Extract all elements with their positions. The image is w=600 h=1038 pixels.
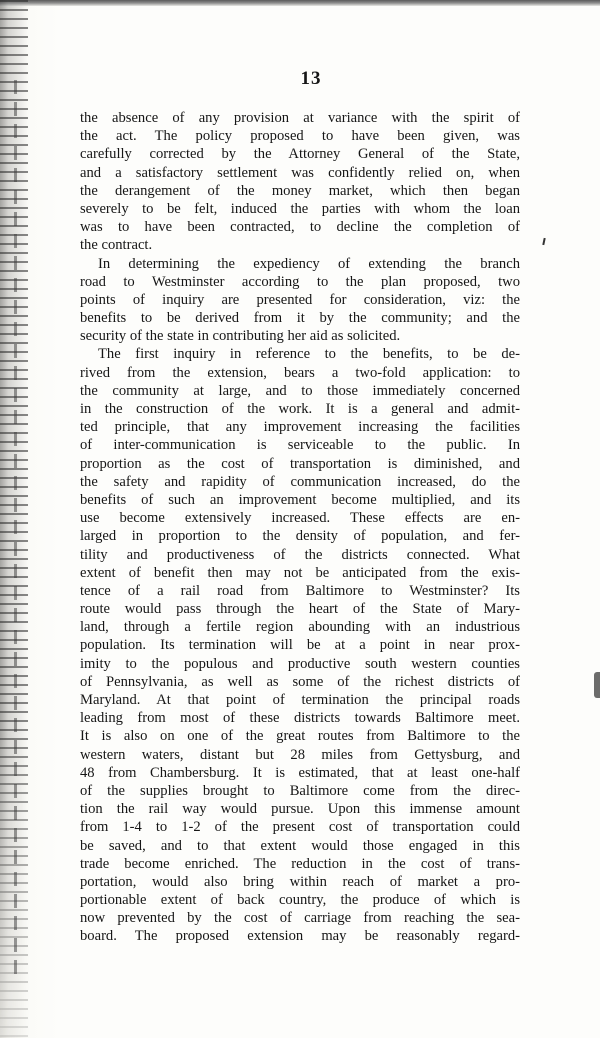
text-line: tence of a rail road from Baltimore to Westminster? Its	[80, 582, 520, 599]
text-line: board. The proposed extension may be reasonably regard-	[80, 928, 520, 945]
text-line: be saved, and to that extent would those engaged in this	[80, 837, 520, 854]
text-line: population. Its termination will be at a point in near prox-	[80, 637, 520, 654]
body-text	[80, 109, 520, 946]
text-line: Maryland. At that point of termination the principal roads	[80, 692, 520, 708]
text-line: the absence of any provision at variance with the spirit of	[80, 110, 520, 126]
text-line: In determining the expediency of extending the branch	[98, 255, 520, 272]
top-edge-rule	[0, 0, 600, 6]
text-line: The first inquiry in reference to the benefits, to be de-	[98, 346, 520, 363]
text-line: western waters, distant but 28 miles from Gettysburg, and	[80, 746, 520, 763]
text-line: extent of benefit then may not be anticipated from the exis-	[80, 564, 520, 581]
page-number: 13	[300, 68, 322, 89]
text-line: points of inquiry are presented for consideration, viz: the	[80, 291, 520, 308]
text-line: It is also on one of the great routes from Baltimore to the	[80, 728, 520, 745]
text-line: carefully corrected by the Attorney General of the State,	[80, 146, 520, 163]
text-line: now prevented by the cost of carriage from reaching the sea-	[80, 910, 520, 927]
text-line: from 1-4 to 1-2 of the present cost of transportation could	[80, 819, 520, 836]
text-line: ted principle, that any improvement increasing the facilities	[80, 419, 520, 436]
text-line: 48 from Chambersburg. It is estimated, that at least one-half	[80, 764, 520, 781]
text-line: route would pass through the heart of the State of Mary-	[80, 601, 520, 618]
stray-ink-mark	[542, 238, 545, 245]
text-line: imity to the populous and productive south western counties	[80, 655, 520, 672]
text-line: benefits to be derived from it by the community; and the	[80, 310, 520, 327]
text-line: tion the rail way would pursue. Upon this immense amount	[80, 801, 520, 818]
text-line: was to have been contracted, to decline the completion of	[80, 219, 520, 236]
text-line: proportion as the cost of transportation is diminished, and	[80, 455, 520, 472]
edge-smudge	[594, 672, 600, 698]
text-line: the derangement of the money market, which then began	[80, 182, 520, 199]
text-line: trade become enriched. The reduction in the cost of trans-	[80, 855, 520, 872]
text-line: benefits of such an improvement become multiplied, and its	[80, 491, 520, 508]
text-line: tility and productiveness of the districts connected. What	[80, 546, 520, 563]
text-line: rived from the extension, bears a two-fold application: to	[80, 364, 520, 381]
text-line: portation, would also bring within reach of market a pro-	[80, 873, 520, 890]
text-line: the act. The policy proposed to have been given, was	[80, 128, 520, 145]
text-line: severely to be felt, induced the parties with whom the loan	[80, 200, 520, 217]
text-line: the community at large, and to those immediately concerned	[80, 382, 520, 399]
text-line: in the construction of the work. It is a general and admit-	[80, 401, 520, 417]
text-line: larged in proportion to the density of population, and fer-	[80, 528, 520, 545]
text-line: portionable extent of back country, the produce of which is	[80, 892, 520, 909]
text-line: of the supplies brought to Baltimore come from the direc-	[80, 782, 520, 799]
text-line: leading from most of these districts towards Baltimore meet.	[80, 710, 520, 727]
text-line: the safety and rapidity of communication increased, do the	[80, 473, 520, 490]
text-line: of inter-communication is serviceable to the public. In	[80, 437, 520, 454]
text-line: of Pennsylvania, as well as some of the richest districts of	[80, 673, 520, 690]
text-line: road to Westminster according to the plan proposed, two	[80, 273, 520, 290]
text-line: the contract.	[80, 237, 153, 254]
text-line: land, through a fertile region abounding with an industrious	[80, 619, 520, 636]
text-line: security of the state in contributing her aid as solicited.	[80, 328, 401, 345]
binding-stitch-line	[14, 80, 17, 980]
text-line: use become extensively increased. These effects are en-	[80, 510, 520, 527]
text-line: and a satisfactory settlement was confidently relied on, when	[80, 164, 520, 181]
